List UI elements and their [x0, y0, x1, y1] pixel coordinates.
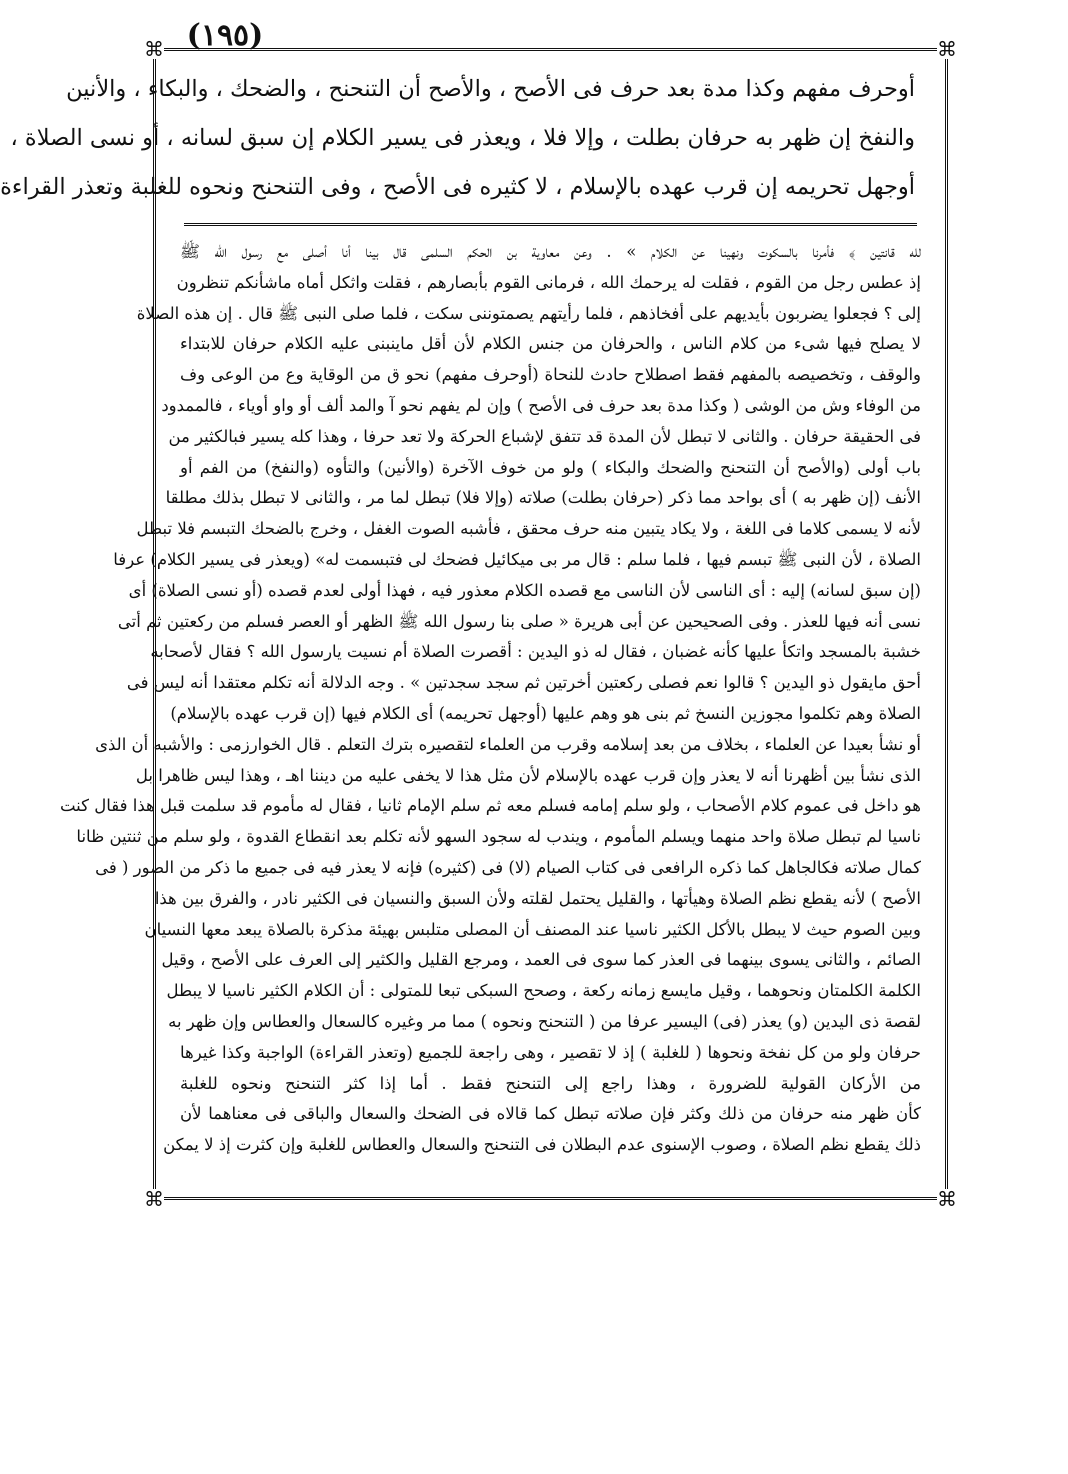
sharh-line: الصلاة ، لأن النبى ﷺ تبسم فيها ، فلما سلم : قال مر بى ميكائيل فضحك لى فتبسمت له» (ويعذر فى يسير الكلام) عرفا: [113, 549, 921, 569]
corner-ornament-icon: ⌘: [144, 37, 164, 61]
sharh-line: إذ عطس رجل من القوم ، فقلت له يرحمك الله ، فرمانى القوم بأبصارهم ، فقلت واثكل أماه ماشأنكم تنظرون: [176, 272, 921, 292]
sharh-line: لا يصلح فيها شىء من كلام الناس ، والحرفان من جنس الكلام لأن أقل ماينبنى عليه الكلام حرفان للابتداء: [180, 334, 921, 354]
sharh-line: (إن سبق لسانه) إليه : أى الناسى لأن الناسى مع قصده الكلام معذور فيه ، فهذا أولى لعدم قصده (أو نسى الصلاة) أى: [128, 580, 921, 600]
sharh-line: ذلك يقطع نظم الصلاة ، وصوب الإسنوى عدم البطلان فى التنحنح والسعال والعطاس للغلبة وإن كثرت إذ لا يمكن: [163, 1135, 921, 1155]
sharh-line: خشبة بالمسجد واتكأ عليها كأنه غضبان ، فقال له ذو اليدين : أقصرت الصلاة أم نسيت يارسول الله ؟ فقال لأصحابه: [150, 642, 921, 662]
sharh-line: وبين الصوم حيث لا يبطل بالأكل الكثير ناسيا عند المصنف أن المصلى متلبس بهيئة مذكرة بالصلاة يبعد معها النسيان: [144, 919, 921, 939]
sharh-line: أحق مايقول ذو اليدين ؟ قالوا نعم فصلى ركعتين أخرتين ثم سجد سجدتين » . وجه الدلالة أنه تكلم معتقدا أنه ليس فى: [126, 673, 921, 693]
sharh-line: باب أولى (والأصح أن التنحنح والضحك والبكاء ) ولو من خوف الآخرة (والأنين) والتأوه (والنفخ) من الفم أو: [180, 457, 921, 477]
sharh-line: الصلاة وهم تكلموا مجوزين النسخ ثم بنى هو وهم عليها (أوجهل تحريمه) أى الكلام فيها (إن قرب عهده بالإسلام): [170, 703, 921, 723]
matn-line: والنفخ إن ظهر به حرفان بطلت ، وإلا فلا ، ويعذر فى يسير الكلام إن سبق لسانه ، أو نسى الصلاة ،: [10, 125, 915, 151]
sharh-line: فى الحقيقة حرفان . والثانى لا تبطل لأن المدة قد تتفق لإشباع الحركة ولا تعد حرفا ، وهذا كله يسير فبالكثير من: [168, 426, 921, 446]
corner-ornament-icon: ⌘: [937, 37, 957, 61]
section-divider: [184, 223, 917, 226]
sharh-line: حرفان ولو من كل نفخة ونحوها ( للغلبة ) إذ لا تقصير ، وهى راجعة للجميع (وتعذر القراءة) الواجبة وكذا غيرها: [180, 1042, 921, 1062]
sharh-line: لأنه لا يسمى كلاما فى اللغة ، ولا يكاد يتبين منه حرف محقق ، فأشبه الصوت الغفل ، وخرج بالضحك التبسم فلا تبطل: [136, 519, 921, 539]
matn-line: أوجهل تحريمه إن قرب عهده بالإسلام ، لا كثيره فى الأصح ، وفى التنحنح ونحوه للغلبة وتعذر القراءة: [0, 174, 915, 200]
sharh-line: الأصح ) لأنه يقطع نظم الصلاة وهيأتها ، والقليل يحتمل لقلته ولأن السبق والنسيان فى الكثير نادر ، والفرق بين هذا: [154, 888, 921, 908]
sharh-line: الذى نشأ بين أظهرنا أنه لا يعذر وإن قرب عهده بالإسلام لأن مثل هذا لا يخفى عليه من ديننا اهـ ، وهذا ليس ظاهرا بل: [135, 765, 921, 785]
sharh-line: ناسيا لم تبطل صلاة واحد منهما ويسلم المأموم ، ويندب له سجود السهو لأنه تكلم بعد انقطاع القدوة ، ولو سلم من ثنتين ظانا: [76, 827, 921, 847]
sharh-line: من الأركان القولية للضرورة ، وهذا راجع إلى التنحنح فقط . أما إذا كثر التنحنح ونحوه للغلبة: [180, 1073, 921, 1093]
page-number: (١٩٥): [186, 18, 264, 53]
sharh-line: لقصة ذى اليدين (و) يعذر (فى) اليسير عرفا من ( التنحنح ونحوه ) مما مر وغيره كالسعال والعطاس وإن ظهر به: [168, 1011, 921, 1031]
page-frame: [0, 37, 957, 1211]
sharh-line: من الوفاء وش من الوشى ( وكذا مدة بعد حرف فى الأصح ) وإن لم يفهم نحو آ والمد ألف أو واو أوياء ، فالممدود: [161, 395, 921, 415]
sharh-line: والوقف ، وتخصيصه بالمفهم فقط اصطلاح حادث للنحاة (أوحرف مفهم) نحو ق من الوقاية وع من الوعى وف: [180, 365, 921, 385]
sharh-line: الصائم ، والثانى يسوى بينهما فى العذر كما سوى فى العمد ، ومرجع القليل والكثير إلى العرف على الأصح ، وقيل: [161, 950, 921, 970]
sharh-line: نسى أنه فيها للعذر . وفى الصحيحين عن أبى هريرة « صلى بنا رسول الله ﷺ الظهر أو العصر فسلم من ركعتين ثم أتى: [117, 611, 921, 631]
sharh-line: كمال صلاته فكالجاهل كما ذكره الرافعى فى كتاب الصيام (لا) فى (كثيره) فإنه لا يعذر فيه فى جميع ما ذكر من الصور ( فى: [95, 857, 921, 877]
sharh-line: الكلمة الكلمتان ونحوهما ، وقيل مايسع زمانه ركعة ، وصحح السبكى تبعا للمتولى : أن الكلام الكثير ناسيا لا يبطل: [166, 981, 921, 1001]
sharh-commentary: [59, 237, 921, 1189]
matn-text: [0, 65, 915, 215]
sharh-line: كأن ظهر منه حرفان من ذلك وكثر فإن صلاته تبطل كما قالاه فى الضحك والسعال والباقى فى معناهما لأن: [180, 1104, 921, 1124]
sharh-line: إلى ؟ فجعلوا يضربون بأيديهم على أفخاذهم ، فلما رأيتهم يصمتوننى سكت ، فلما صلى النبى ﷺ قال . إن هذه الصلاة: [136, 303, 921, 323]
corner-ornament-icon: ⌘: [937, 1187, 957, 1211]
matn-line: أوحرف مفهم وكذا مدة بعد حرف فى الأصح ، والأصح أن التنحنح ، والضحك ، والبكاء ، والأنين: [66, 76, 915, 102]
sharh-line: الأنف (إن ظهر به ) أى بواحد مما ذكر (حرفان بطلت) صلاته (وإلا فلا) تبطل لما مر ، والثانى لا تبطل بذلك مطلقا: [165, 488, 921, 508]
sharh-line: لله قانتين ﴾ فأمرنا بالسكوت ونهينا عن الكلام » . وعن معاوية بن الحكم السلمى قال بينا أنا أصلى مع رسول الله ﷺ: [180, 242, 921, 261]
corner-ornament-icon: ⌘: [144, 1187, 164, 1211]
sharh-line: هو داخل فى عموم كلام الأصحاب ، ولو سلم إمامه فسلم معه ثم سلم الإمام ثانيا ، فقال له مأموم قد سلمت قبل هذا فقال كنت: [59, 796, 921, 816]
sharh-line: أو نشأ بعيدا عن العلماء ، بخلاف من بعد إسلامه وقرب من العلماء لتقصيره بترك التعلم . قال الخوارزمى : والأشبه أن الذى: [95, 734, 921, 754]
